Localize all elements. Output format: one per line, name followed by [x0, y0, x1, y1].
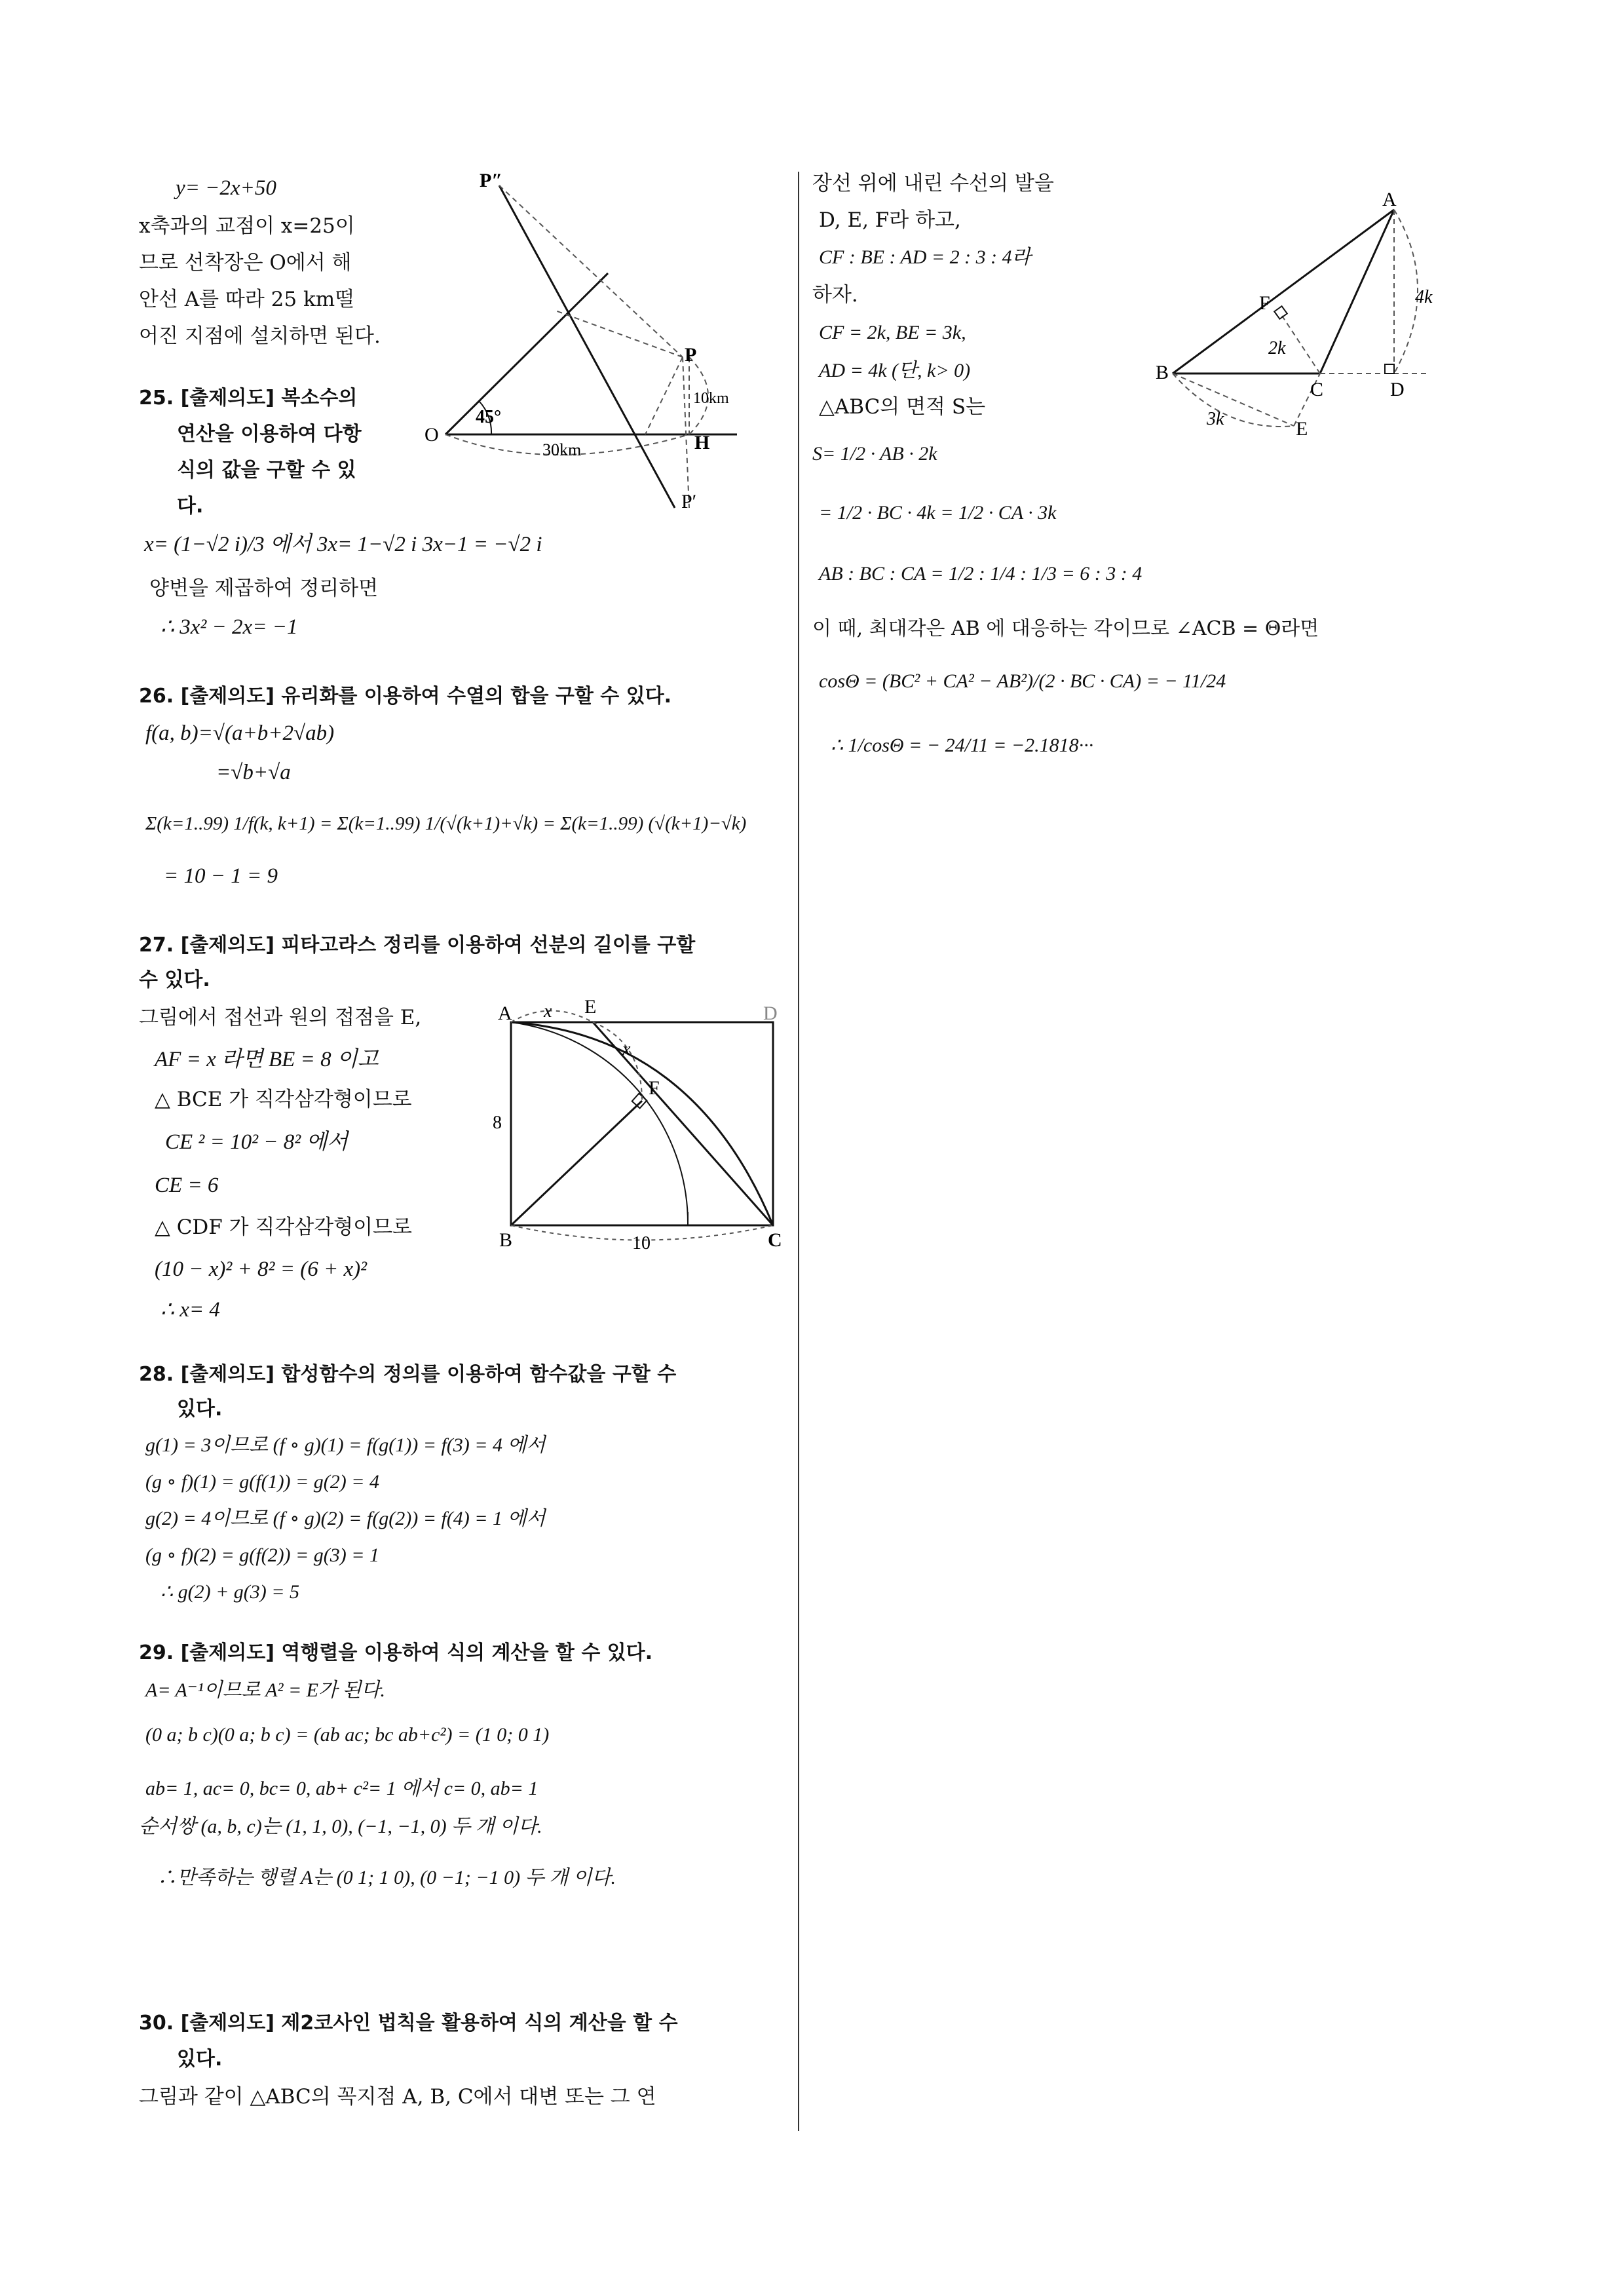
- q25-equation-3: ∴ 3x² − 2x= −1: [161, 615, 298, 639]
- q24-label-angle: 45°: [476, 407, 502, 427]
- q30-heading-2: 있다.: [177, 2048, 223, 2071]
- q30-right-line-6: AD = 4k (단, k> 0): [819, 360, 971, 381]
- q30-right-line-1: 장선 위에 내린 수선의 발을: [812, 172, 1054, 195]
- q27-line-8: ∴ x= 4: [161, 1298, 220, 1322]
- q25-heading-3: 식의 값을 구할 수 있: [177, 459, 356, 482]
- q30-right-line-10: AB : BC : CA = 1/2 : 1/4 : 1/3 = 6 : 3 : 4: [819, 563, 1142, 584]
- q27-line-7: (10 − x)² + 8² = (6 + x)²: [155, 1257, 368, 1281]
- q24-line-4: 어진 지점에 설치하면 된다.: [139, 324, 381, 348]
- q28-line-3: g(2) = 4이므로 (f ∘ g)(2) = f(g(2)) = f(4) = 1 에서: [145, 1508, 546, 1529]
- q24-line-1: x축과의 교점이 x=25이: [139, 214, 355, 238]
- q24-label-H: H: [694, 432, 710, 453]
- q24-label-P: P: [685, 344, 697, 366]
- q27-line-5: CE = 6: [155, 1174, 219, 1197]
- q27-line-3: △ BCE 가 직각삼각형이므로: [155, 1088, 412, 1111]
- q24-line-3: 안선 A를 따라 25 km떨: [139, 288, 355, 311]
- q30-fig-label-B: B: [1156, 362, 1169, 383]
- q26-equation-2: =√b+√a: [216, 761, 291, 784]
- q29-line-3: ab= 1, ac= 0, bc= 0, ab+ c²= 1 에서 c= 0, ab= 1: [145, 1778, 538, 1799]
- q30-right-line-9: = 1/2 · BC · 4k = 1/2 · CA · 3k: [819, 502, 1057, 524]
- q24-figure: [419, 167, 760, 521]
- q30-right-line-13: ∴ 1/cosΘ = − 24/11 = −2.1818···: [831, 735, 1094, 756]
- q27-line-4: CE ² = 10² − 8² 에서: [165, 1130, 349, 1154]
- q25-line-2: 양변을 제곱하여 정리하면: [149, 577, 379, 600]
- q29-line-1: A= A⁻¹이므로 A² = E가 된다.: [145, 1679, 385, 1701]
- q30-right-line-11: 이 때, 최대각은 AB 에 대응하는 각이므로 ∠ACB = Θ라면: [812, 617, 1319, 640]
- q27-label-x1: x: [544, 1001, 552, 1022]
- q27-label-C: C: [768, 1229, 782, 1251]
- q30-fig-label-F: F: [1259, 292, 1270, 314]
- q25-heading-4: 다.: [177, 495, 204, 518]
- q30-right-line-8: S= 1/2 · AB · 2k: [812, 443, 937, 465]
- q28-line-5: ∴ g(2) + g(3) = 5: [161, 1581, 300, 1603]
- q29-heading: 29. [출제의도] 역행렬을 이용하여 식의 계산을 할 수 있다.: [139, 1641, 653, 1664]
- q30-triangle-figure: [1153, 190, 1454, 465]
- q30-line-1: 그림과 같이 △ABC의 꼭지점 A, B, C에서 대변 또는 그 연: [139, 2085, 656, 2109]
- q30-fig-label-4k: 4k: [1415, 287, 1433, 307]
- q27-label-x2: x: [622, 1039, 631, 1060]
- q30-heading-1: 30. [출제의도] 제2코사인 법칙을 활용하여 식의 계산을 할 수: [139, 2012, 678, 2035]
- q24-label-30km: 30km: [542, 440, 582, 459]
- q30-right-line-3: CF : BE : AD = 2 : 3 : 4라: [819, 246, 1031, 268]
- q30-right-line-4: 하자.: [812, 283, 858, 307]
- q24-label-10km: 10km: [693, 390, 729, 407]
- q30-right-line-5: CF = 2k, BE = 3k,: [819, 322, 966, 343]
- q27-heading-2: 수 있다.: [139, 968, 210, 991]
- q27-heading-1: 27. [출제의도] 피타고라스 정리를 이용하여 선분의 길이를 구할: [139, 934, 696, 957]
- q27-label-10: 10: [632, 1233, 651, 1252]
- q28-heading-2: 있다.: [177, 1398, 223, 1421]
- q27-label-D: D: [763, 1003, 778, 1024]
- q27-label-B: B: [499, 1229, 513, 1251]
- q27-label-8: 8: [493, 1113, 502, 1133]
- q27-figure: [485, 989, 786, 1252]
- q30-fig-label-C: C: [1310, 379, 1324, 400]
- q27-line-1: 그림에서 접선과 원의 접점을 E,: [139, 1006, 422, 1029]
- q25-heading-2: 연산을 이용하여 다항: [177, 423, 362, 446]
- q29-line-4: 순서쌍 (a, b, c)는 (1, 1, 0), (−1, −1, 0) 두 개 이다.: [139, 1816, 542, 1837]
- q29-line-2: (0 a; b c)(0 a; b c) = (ab ac; bc ab+c²) = (1 0; 0 1): [145, 1724, 550, 1746]
- q30-right-line-7: △ABC의 면적 S는: [819, 395, 986, 419]
- q30-fig-label-E: E: [1296, 418, 1308, 440]
- q27-line-6: △ CDF 가 직각삼각형이므로: [155, 1215, 412, 1239]
- q30-fig-label-D: D: [1390, 379, 1405, 400]
- q26-equation-4: = 10 − 1 = 9: [164, 864, 278, 888]
- q30-right-line-12: cosΘ = (BC² + CA² − AB²)/(2 · BC · CA) = − 11/24: [819, 670, 1226, 692]
- q28-line-1: g(1) = 3이므로 (f ∘ g)(1) = f(g(1)) = f(3) = 4 에서: [145, 1434, 546, 1456]
- q24-equation: y= −2x+50: [176, 176, 276, 200]
- q30-fig-label-2k: 2k: [1268, 338, 1286, 358]
- q30-fig-label-3k: 3k: [1207, 409, 1224, 429]
- q24-line-2: 므로 선착장은 O에서 해: [139, 251, 352, 275]
- q26-equation-1: f(a, b)=√(a+b+2√ab): [145, 721, 335, 745]
- q30-right-line-2: D, E, F라 하고,: [819, 208, 961, 232]
- q28-heading-1: 28. [출제의도] 합성함수의 정의를 이용하여 함수값을 구할 수: [139, 1363, 677, 1386]
- q24-label-Ppp: P″: [480, 170, 502, 191]
- q27-label-A: A: [498, 1003, 512, 1024]
- q25-heading-1: 25. [출제의도] 복소수의: [139, 387, 358, 410]
- q29-line-5: ∴만족하는 행렬 A는 (0 1; 1 0), (0 −1; −1 0) 두 개 이다.: [157, 1867, 616, 1888]
- q27-label-F: F: [649, 1077, 660, 1099]
- q28-line-4: (g ∘ f)(2) = g(f(2)) = g(3) = 1: [145, 1544, 380, 1566]
- q24-label-Pp: P′: [681, 491, 697, 512]
- column-divider: [798, 172, 799, 2131]
- q27-line-2: AF = x 라면 BE = 8 이고: [155, 1048, 379, 1071]
- q27-label-E: E: [584, 996, 597, 1018]
- q26-heading: 26. [출제의도] 유리화를 이용하여 수열의 합을 구할 수 있다.: [139, 685, 672, 708]
- q28-line-2: (g ∘ f)(1) = g(f(1)) = g(2) = 4: [145, 1471, 380, 1493]
- q24-label-O: O: [425, 424, 439, 446]
- q25-equation-1: x= (1−√2 i)/3 에서 3x= 1−√2 i 3x−1 = −√2 i: [144, 533, 542, 556]
- q26-equation-3: Σ(k=1..99) 1/f(k, k+1) = Σ(k=1..99) 1/(√(k+1)+√k) = Σ(k=1..99) (√(k+1)−√k): [145, 813, 747, 834]
- q30-fig-label-A: A: [1382, 190, 1397, 210]
